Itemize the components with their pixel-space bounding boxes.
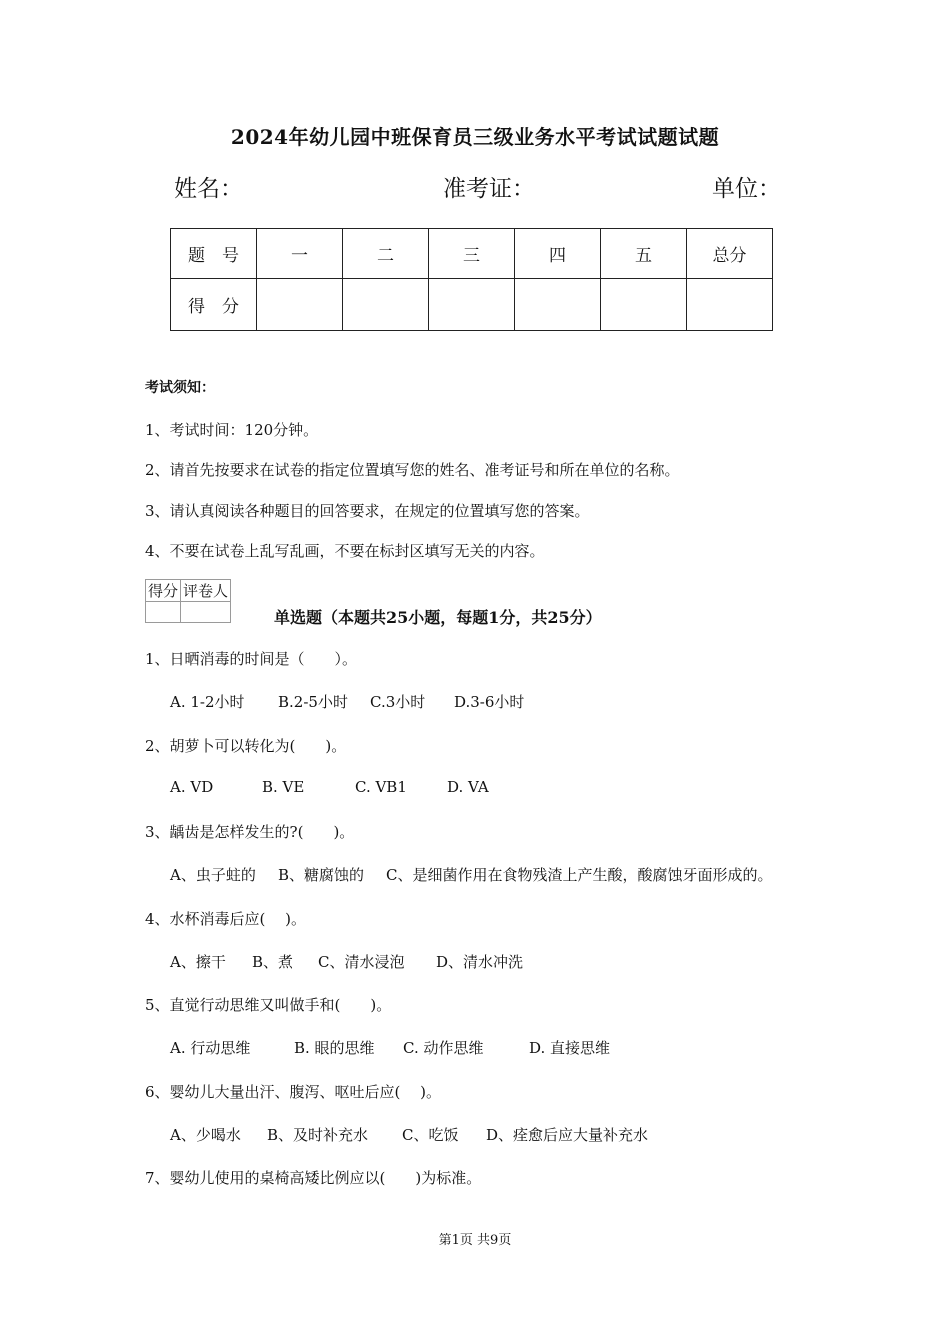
score-cell xyxy=(429,279,515,331)
option: B. 眼的思维 xyxy=(294,1039,375,1057)
page-footer: 第1页 共9页 xyxy=(438,1233,512,1248)
option: A、虫子蛀的 xyxy=(170,866,256,884)
grader-name-label: 评卷人 xyxy=(181,580,231,602)
option: B、煮 xyxy=(252,953,294,971)
score-header-cell: 题 号 xyxy=(171,229,257,279)
option: D、清水冲洗 xyxy=(436,953,524,971)
score-table xyxy=(170,228,773,331)
grader-name-cell xyxy=(181,602,231,623)
score-cell xyxy=(257,279,343,331)
option: D. VA xyxy=(447,778,489,796)
score-header-cell: 一 xyxy=(257,229,343,279)
question-stem: 5、直觉行动思维又叫做手和( )。 xyxy=(145,996,392,1014)
option: A、擦干 xyxy=(170,953,226,971)
note-item: 4、不要在试卷上乱写乱画，不要在标封区填写无关的内容。 xyxy=(145,542,545,560)
score-header-cell: 总分 xyxy=(687,229,773,279)
option: C、是细菌作用在食物残渣上产生酸，酸腐蚀牙面形成的。 xyxy=(386,866,773,884)
question-options xyxy=(170,1037,610,1058)
option: C.3小时 xyxy=(370,693,426,711)
option: B.2-5小时 xyxy=(278,693,348,711)
grader-score-label: 得分 xyxy=(146,580,181,602)
note-item: 2、请首先按要求在试卷的指定位置填写您的姓名、准考证号和所在单位的名称。 xyxy=(145,461,680,479)
option: C、清水浸泡 xyxy=(318,953,405,971)
option: A. 行动思维 xyxy=(170,1039,251,1057)
grader-box xyxy=(145,579,231,623)
question-options xyxy=(170,691,524,712)
option: C. VB1 xyxy=(355,778,407,796)
option: C、吃饭 xyxy=(402,1126,459,1144)
question-stem: 1、日晒消毒的时间是（ ）。 xyxy=(145,650,358,668)
grader-score-cell xyxy=(146,602,181,623)
score-cell xyxy=(687,279,773,331)
option: B、及时补充水 xyxy=(267,1126,369,1144)
notes-heading: 考试须知： xyxy=(145,380,215,396)
exam-id-label: 准考证： xyxy=(443,176,535,202)
question-stem: 7、婴幼儿使用的桌椅高矮比例应以( )为标准。 xyxy=(145,1169,482,1187)
question-stem: 6、婴幼儿大量出汗、腹泻、呕吐后应( )。 xyxy=(145,1083,442,1101)
score-header-cell: 五 xyxy=(601,229,687,279)
score-row-label: 得 分 xyxy=(171,279,257,331)
option: D. 直接思维 xyxy=(529,1039,611,1057)
section-title: 单选题（本题共25小题，每题1分，共25分） xyxy=(274,608,602,627)
unit-label: 单位： xyxy=(712,176,781,202)
question-stem: 2、胡萝卜可以转化为( )。 xyxy=(145,737,347,755)
question-options xyxy=(170,951,523,972)
option: A. VD xyxy=(170,778,214,796)
score-header-cell: 四 xyxy=(515,229,601,279)
score-header-cell: 二 xyxy=(343,229,429,279)
score-cell xyxy=(601,279,687,331)
option: A、少喝水 xyxy=(170,1126,241,1144)
question-options xyxy=(170,864,772,885)
option: D.3-6小时 xyxy=(454,693,525,711)
option: A. 1-2小时 xyxy=(170,693,245,711)
page-title: 2024年幼儿园中班保育员三级业务水平考试试题试题 xyxy=(230,125,720,149)
question-stem: 3、龋齿是怎样发生的?( )。 xyxy=(145,823,355,841)
option: B、糖腐蚀的 xyxy=(278,866,365,884)
option: C. 动作思维 xyxy=(403,1039,484,1057)
question-options xyxy=(170,778,489,796)
score-cell xyxy=(515,279,601,331)
name-label: 姓名： xyxy=(174,176,243,202)
question-stem: 4、水杯消毒后应( )。 xyxy=(145,910,307,928)
option: B. VE xyxy=(262,778,305,796)
note-item: 1、考试时间：120分钟。 xyxy=(145,421,319,439)
option: D、痊愈后应大量补充水 xyxy=(486,1126,649,1144)
score-header-cell: 三 xyxy=(429,229,515,279)
score-cell xyxy=(343,279,429,331)
question-options xyxy=(170,1124,648,1145)
note-item: 3、请认真阅读各种题目的回答要求，在规定的位置填写您的答案。 xyxy=(145,502,590,520)
